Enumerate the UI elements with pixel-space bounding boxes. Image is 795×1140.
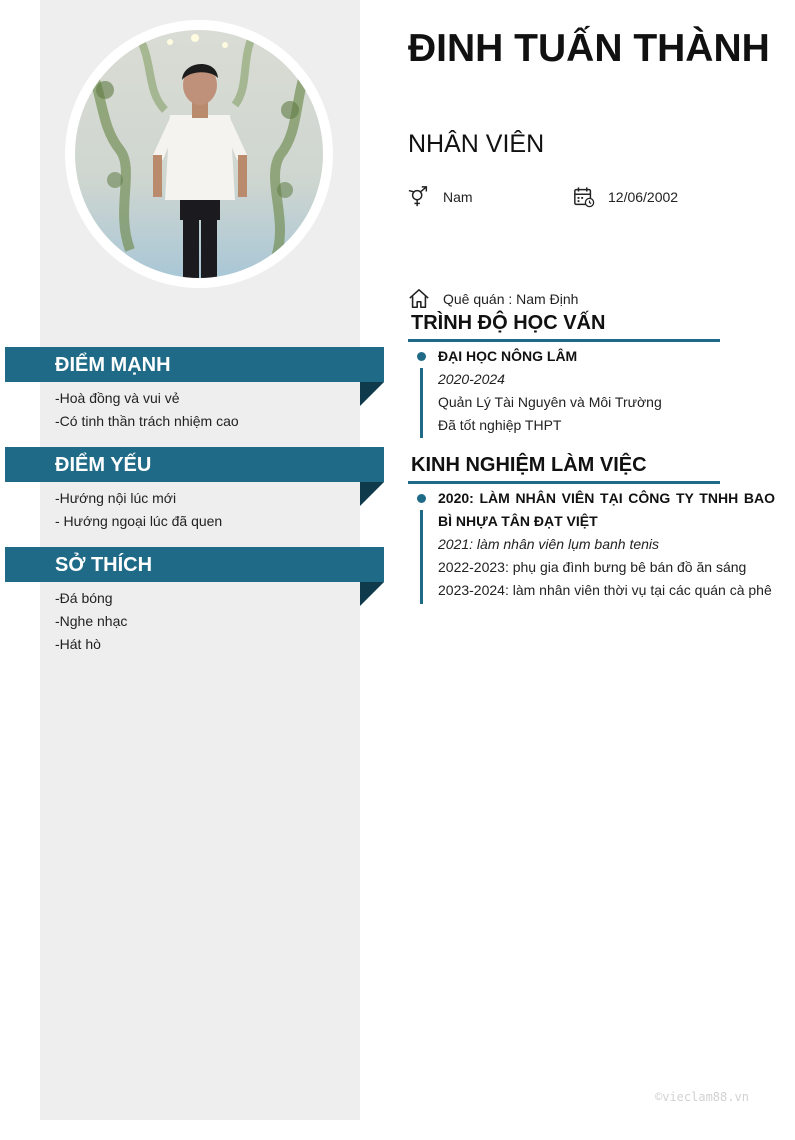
experience-line: 2023-2024: làm nhân viên thời vụ tại các quán cà phê <box>438 582 772 598</box>
birthdate-value: 12/06/2002 <box>608 189 679 205</box>
timeline-dot <box>417 494 426 503</box>
education-title: TRÌNH ĐỘ HỌC VẤN <box>411 312 606 334</box>
education-line: Đã tốt nghiệp THPT <box>438 417 562 433</box>
candidate-name: ĐINH TUẤN THÀNH <box>408 27 770 70</box>
weaknesses-title: ĐIỂM YẾU <box>55 454 152 476</box>
ribbon-fold-icon <box>360 382 384 406</box>
school-name: ĐẠI HỌC NÔNG LÂM <box>438 348 578 364</box>
hometown-value: Quê quán : Nam Định <box>443 291 579 307</box>
strengths-list <box>55 387 239 433</box>
hometown-info <box>408 288 578 310</box>
experience-entry <box>438 487 775 602</box>
experience-subheading: 2021: làm nhân viên lụm banh tenis <box>438 536 660 552</box>
strengths-header <box>5 347 384 382</box>
list-item: -Hát hò <box>55 636 101 652</box>
weaknesses-list <box>55 487 222 533</box>
experience-title: KINH NGHIỆM LÀM VIỆC <box>411 454 647 476</box>
gender-icon <box>408 186 430 208</box>
avatar <box>75 30 323 278</box>
section-divider <box>408 339 720 342</box>
watermark: ©vieclam88.vn <box>655 1090 749 1104</box>
home-icon <box>408 288 430 310</box>
list-item: -Hoà đồng và vui vẻ <box>55 390 180 406</box>
strengths-title: ĐIỂM MẠNH <box>55 354 171 376</box>
gender-info <box>408 186 473 208</box>
timeline-line <box>420 510 423 604</box>
ribbon-fold-icon <box>360 582 384 606</box>
education-line: Quản Lý Tài Nguyên và Môi Trường <box>438 394 662 410</box>
section-divider <box>408 481 720 484</box>
hobbies-header <box>5 547 384 582</box>
avatar-photo <box>75 30 323 278</box>
calendar-icon <box>573 186 595 208</box>
gender-value: Nam <box>443 189 473 205</box>
birthdate-info <box>573 186 678 208</box>
timeline-line <box>420 368 423 438</box>
timeline-dot <box>417 352 426 361</box>
list-item: - Hướng ngoại lúc đã quen <box>55 513 223 529</box>
ribbon-fold-icon <box>360 482 384 506</box>
list-item: -Có tinh thần trách nhiệm cao <box>55 413 239 429</box>
job-title: NHÂN VIÊN <box>408 130 545 158</box>
experience-heading: 2020: LÀM NHÂN VIÊN TẠI CÔNG TY TNHH BAO BÌ NHỰA TÂN ĐẠT VIỆT <box>438 490 775 529</box>
weaknesses-header <box>5 447 384 482</box>
hobbies-list <box>55 587 127 656</box>
hobbies-title: SỞ THÍCH <box>55 554 153 576</box>
education-period: 2020-2024 <box>438 371 505 387</box>
list-item: -Đá bóng <box>55 590 113 606</box>
list-item: -Hướng nội lúc mới <box>55 490 177 506</box>
experience-line: 2022-2023: phụ gia đình bưng bê bán đồ ăn sáng <box>438 559 747 575</box>
list-item: -Nghe nhạc <box>55 613 128 629</box>
education-entry <box>438 345 662 437</box>
